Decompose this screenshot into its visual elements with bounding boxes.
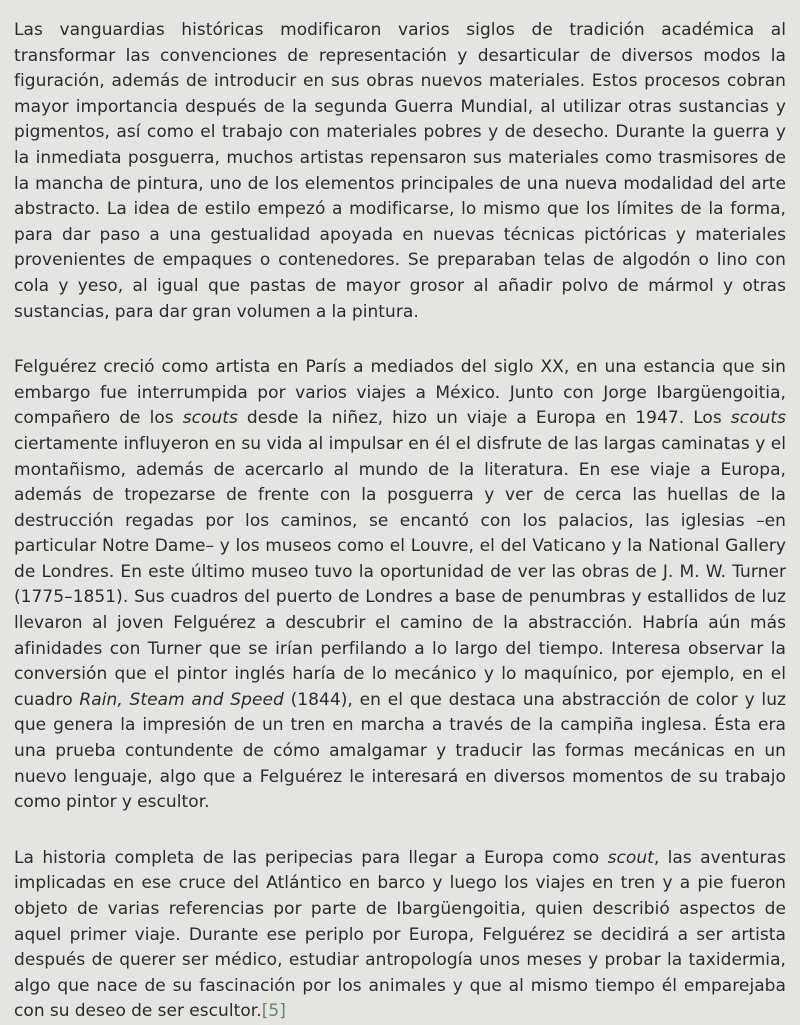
paragraph-text: Felguérez creció como artista en París a mediados del siglo XX, en una estancia que sin embargo fue interrumpida por varios viajes a México. Junto con Jorge Ibargüengoitia, compañero de los <box>14 357 786 429</box>
italic-term: scouts <box>730 408 786 429</box>
artwork-title: Rain, Steam and Speed <box>79 689 284 710</box>
paragraph-text: Las vanguardias históricas modificaron varios siglos de tradición académica al transformar las convenciones de representación y desarticular de diversos modos la figuración, además de introducir en sus obras nuevos materiales. Estos procesos cobran mayor importancia después de la segunda Guerra Mundial, al utilizar otras sustancias y pigmentos, así como el trabajo con materiales pobres y de desecho. Durante la guerra y la inmediata posguerra, muchos artistas repensaron sus materiales como trasmisores de la mancha de pintura, uno de los elementos principales de una nueva modalidad del arte abstracto. La idea de estilo empezó a modificarse, lo mismo que los límites de la forma, para dar paso a una gestualidad apoyada en nuevas técnicas pictóricas y materiales provenientes de empaques o contenedores. Se preparaban telas de algodón o lino con cola y yeso, al igual que pastas de mayor grosor al añadir polvo de mármol y otras sustancias, para dar gran volumen a la pintura. <box>14 20 786 322</box>
footnote-link[interactable]: [5] <box>261 1001 286 1022</box>
paragraph-text: ciertamente influyeron en su vida al impulsar en él el disfrute de las largas caminatas y el montañismo, además de acercarlo al mundo de la literatura. En ese viaje a Europa, además de tropezarse de frente con la posguerra y ver de cerca las huellas de la destrucción regadas por los caminos, se encantó con los palacios, las iglesias –en particular Notre Dame– y los museos como el Louvre, el del Vaticano y la National Gallery de Londres. En este último museo tuvo la oportunidad de ver las obras de J. M. W. Turner (1775–1851). Sus cuadros del puerto de Londres a base de penumbras y estallidos de luz llevaron al joven Felguérez a descubrir el camino de la abstracción. Habría aún más afinidades con Turner que se irían perfilando a lo largo del tiempo. Interesa observar la conversión que el pintor inglés haría de lo mecánico y lo maquínico, por ejemplo, en el cuadro <box>14 433 786 710</box>
paragraph-1 <box>14 18 786 325</box>
paragraph-text: , las aventuras implicadas en ese cruce del Atlántico en barco y luego los viajes en tren y a pie fueron objeto de varias referencias por parte de Ibargüengoitia, quien describió aspectos de aquel primer viaje. Durante ese periplo por Europa, Felguérez se decidirá a ser artista después de querer ser médico, estudiar antropología unos meses y probar la taxidermia, algo que nace de su fascinación por los animales y que al mismo tiempo él emparejaba con su deseo de ser escultor. <box>14 847 786 1022</box>
italic-term: scouts <box>182 408 238 429</box>
paragraph-text: (1844), en el que destaca una abstracción de color y luz que genera la impresión de un tren en marcha a través de la campiña inglesa. Ésta era una prueba contundente de cómo amalgamar y traducir las formas mecánicas en un nuevo lenguaje, algo que a Felguérez le interesará en diversos momentos de su trabajo como pintor y escultor. <box>14 689 786 813</box>
paragraph-2 <box>14 355 786 816</box>
italic-term: scout <box>607 847 654 868</box>
paragraph-3 <box>14 846 786 1025</box>
paragraph-text: desde la niñez, hizo un viaje a Europa en 1947. Los <box>237 408 731 429</box>
paragraph-text: La historia completa de las peripecias para llegar a Europa como <box>14 847 608 868</box>
